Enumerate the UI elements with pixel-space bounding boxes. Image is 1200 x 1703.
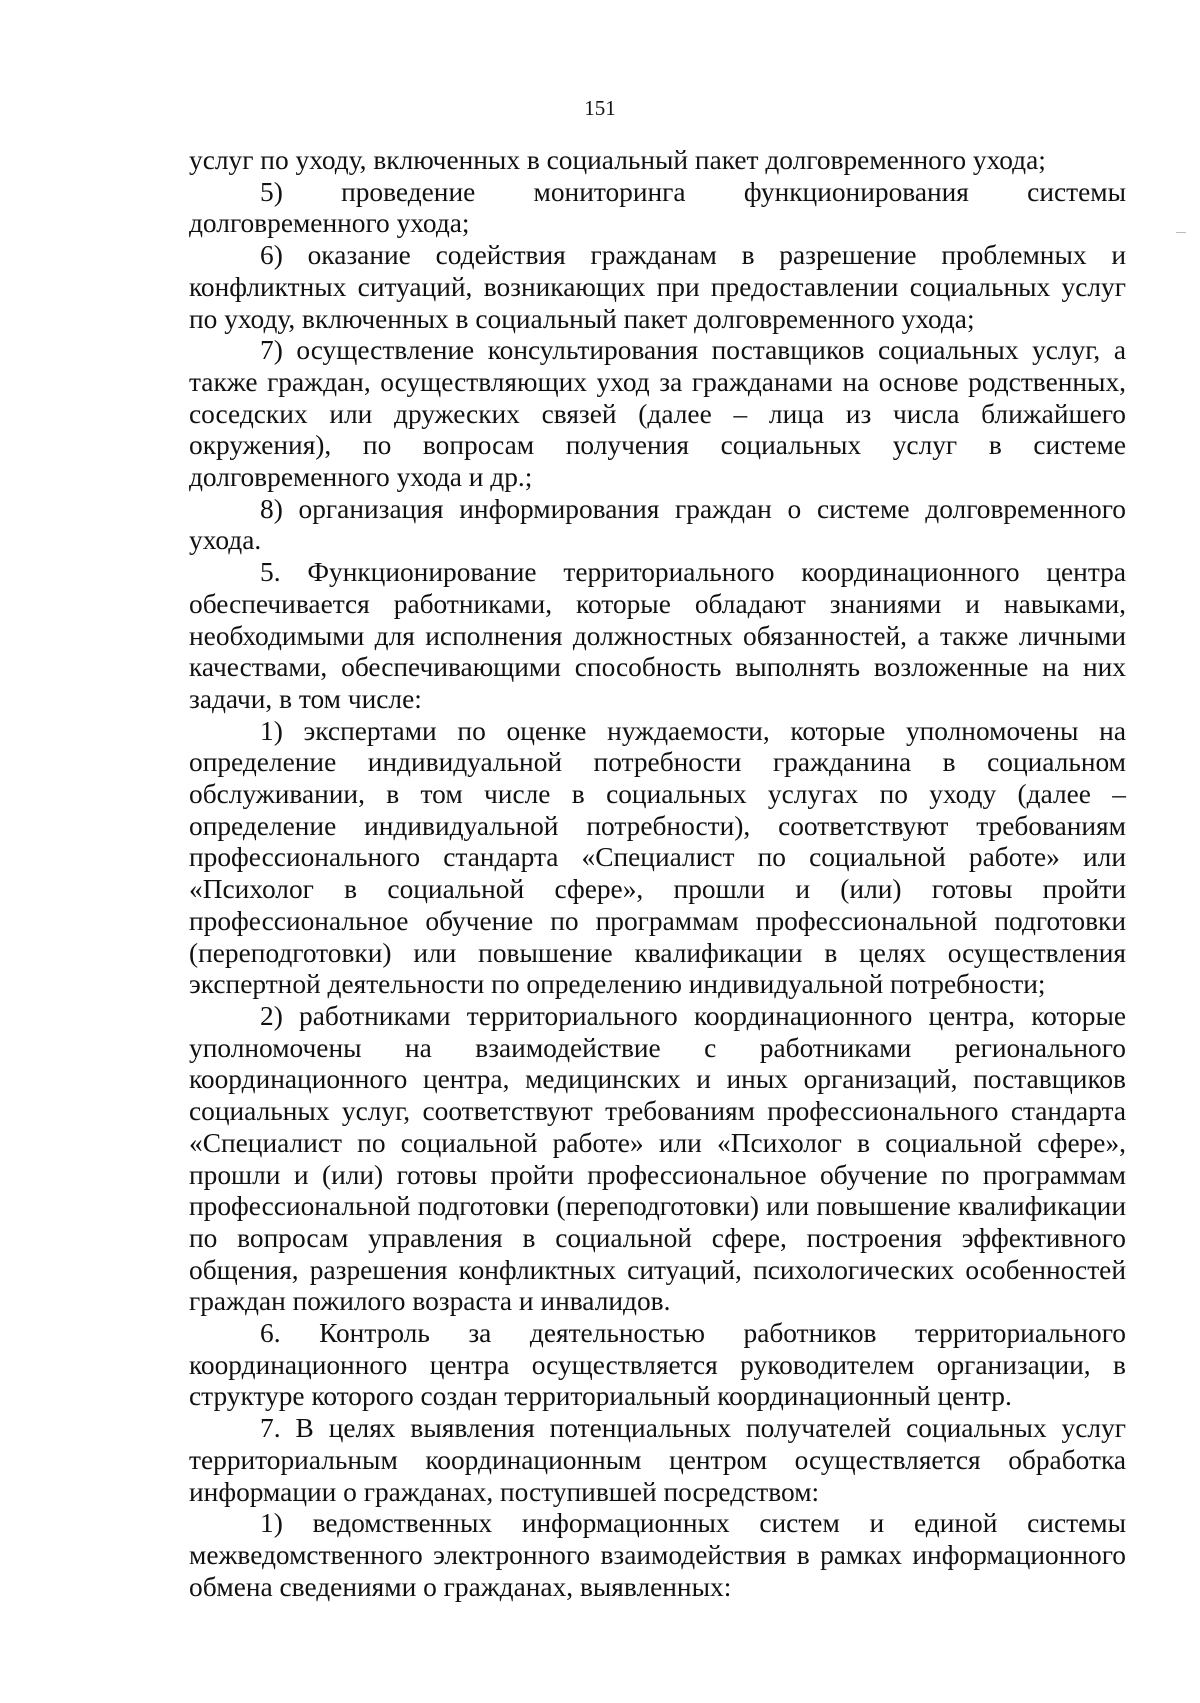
paragraph-section-5-item-2: 2) работниками территориального координационного центра, которые уполномочены на взаимодействие с работниками регионального координационного центра, медицинских и иных организаций, поставщиков социальных услуг, соответствуют требованиям профессионального стандарта «Специалист по социальной работе» или «Психолог в социальной сфере», прошли и (или) готовы пройти профессиональное обучение по программам профессиональной подготовки (переподготовки) или повышение квалификации по вопросам управления в социальной сфере, построения эффективного общения, разрешения конфликтных ситуаций, психологических особенностей граждан пожилого возраста и инвалидов. bbox=[189, 1000, 1126, 1317]
paragraph-item-8-informing: 8) организация информирования граждан о системе долговременного ухода. bbox=[189, 493, 1126, 556]
scan-artifact bbox=[1176, 232, 1186, 233]
paragraph-section-7: 7. В целях выявления потенциальных получателей социальных услуг территориальным координационным центром осуществляется обработка информации о гражданах, поступившей посредством: bbox=[189, 1413, 1126, 1507]
paragraph-section-5-item-1: 1) экспертами по оценке нуждаемости, которые уполномочены на определение индивидуальной потребности гражданина в социальном обслуживании, в том числе в социальных услугах по уходу (далее – определение индивидуальной потребности), соответствуют требованиям профессионального стандарта «Специалист по социальной работе» или «Психолог в социальной сфере», прошли и (или) готовы пройти профессиональное обучение по программам профессиональной подготовки (переподготовки) или повышение квалификации в целях осуществления экспертной деятельности по определению индивидуальной потребности; bbox=[189, 715, 1126, 1000]
paragraph-section-6: 6. Контроль за деятельностью работников территориального координационного центра осуществляется руководителем организации, в структуре которого создан территориальный координационный центр. bbox=[189, 1318, 1126, 1412]
document-body bbox=[189, 145, 1126, 1603]
page-number: 151 bbox=[584, 96, 616, 120]
paragraph-item-7-consulting: 7) осуществление консультирования поставщиков социальных услуг, а также граждан, осуществляющих уход за гражданами на основе родственных, соседских или дружеских связей (далее – лица из числа ближайшего окружения), по вопросам получения социальных услуг в системе долговременного ухода и др.; bbox=[189, 335, 1126, 493]
paragraph-continuation: услуг по уходу, включенных в социальный пакет долговременного ухода; bbox=[189, 145, 1046, 175]
paragraph-item-6-assistance: 6) оказание содействия гражданам в разрешение проблемных и конфликтных ситуаций, возникающих при предоставлении социальных услуг по уходу, включенных в социальный пакет долговременного ухода; bbox=[189, 240, 1126, 334]
paragraph-section-7-item-1: 1) ведомственных информационных систем и единой системы межведомственного электронного взаимодействия в рамках информационного обмена сведениями о гражданах, выявленных: bbox=[189, 1508, 1126, 1602]
paragraph-section-5: 5. Функционирование территориального координационного центра обеспечивается работниками, которые обладают знаниями и навыками, необходимыми для исполнения должностных обязанностей, а также личными качествами, обеспечивающими способность выполнять возложенные на них задачи, в том числе: bbox=[189, 557, 1126, 714]
paragraph-item-5-monitoring: 5) проведение мониторинга функционирования системы долговременного ухода; bbox=[189, 176, 1126, 239]
